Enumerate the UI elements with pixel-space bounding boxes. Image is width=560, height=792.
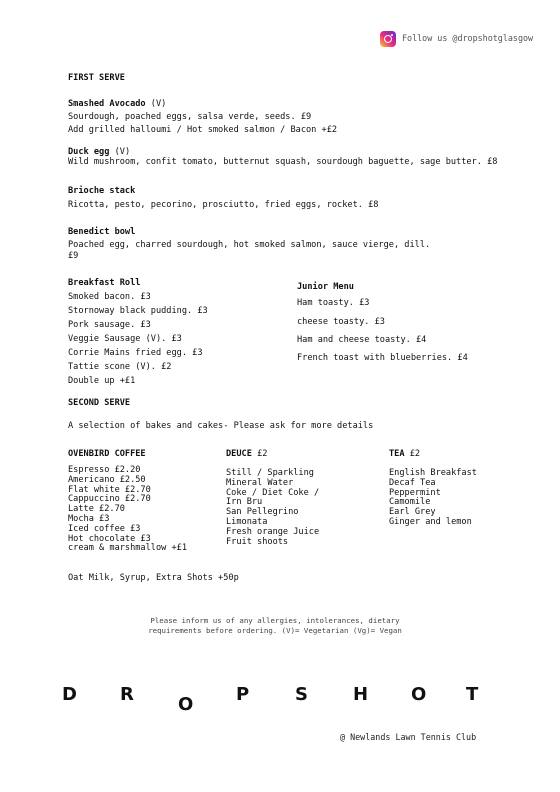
section-name: TEA bbox=[389, 449, 405, 459]
junior-menu-title: Junior Menu bbox=[297, 282, 354, 292]
coffee-heading: OVENBIRD COFFEE bbox=[68, 449, 146, 459]
second-serve-subtitle: A selection of bakes and cakes- Please ask for more details bbox=[68, 421, 374, 431]
logo-letter: O bbox=[411, 684, 427, 705]
breakfast-roll-title: Breakfast Roll bbox=[68, 278, 141, 288]
dish-name: Duck egg bbox=[68, 147, 110, 157]
logo-letter: T bbox=[466, 684, 479, 705]
logo-letter: D bbox=[62, 684, 77, 705]
second-serve-heading: SECOND SERVE bbox=[68, 398, 131, 408]
list-item: Latte £2.70 bbox=[68, 504, 125, 515]
dish-description: Poached egg, charred sourdough, hot smoked salmon, sauce vierge, dill. bbox=[68, 240, 431, 250]
list-item: Pork sausage. £3 bbox=[68, 320, 151, 330]
dish-addon: Add grilled halloumi / Hot smoked salmon / Bacon +£2 bbox=[68, 125, 338, 135]
list-item: English Breakfast bbox=[389, 468, 477, 478]
list-item: Smoked bacon. £3 bbox=[68, 292, 151, 302]
allergy-line: requirements before ordering. (V)= Vegetarian (Vg)= Vegan bbox=[148, 626, 402, 635]
dish-description: Wild mushroom, confit tomato, butternut squash, sourdough baguette, sage butter. £8 bbox=[68, 157, 498, 167]
list-item: Peppermint bbox=[389, 487, 441, 498]
dish-price: £9 bbox=[68, 251, 79, 261]
logo-letter: H bbox=[353, 684, 369, 705]
list-item: Iced coffee £3 bbox=[68, 523, 141, 534]
list-item: Coke / Diet Coke / bbox=[226, 487, 320, 498]
dish-description: Ricotta, pesto, pecorino, prosciutto, fried eggs, rocket. £8 bbox=[68, 200, 379, 210]
deuce-heading bbox=[226, 448, 267, 460]
list-item: Fresh orange Juice bbox=[226, 526, 320, 537]
logo-letter: O bbox=[178, 694, 194, 715]
instagram-icon[interactable] bbox=[380, 31, 396, 47]
list-item: Ham and cheese toasty. £4 bbox=[297, 335, 427, 345]
brioche-stack-title: Brioche stack bbox=[68, 186, 136, 196]
list-item: Flat white £2.70 bbox=[68, 484, 151, 495]
list-item: Earl Grey bbox=[389, 507, 436, 518]
dish-tag: (V) bbox=[150, 99, 167, 109]
list-item: Hot chocolate £3 bbox=[68, 533, 151, 544]
list-item: Veggie Sausage (V). £3 bbox=[68, 334, 182, 344]
logo-letter: R bbox=[120, 684, 134, 705]
club-line: @ Newlands Lawn Tennis Club bbox=[340, 732, 477, 742]
list-item: San Pellegrino bbox=[226, 507, 299, 518]
allergy-notice bbox=[130, 616, 420, 636]
list-item: Decaf Tea bbox=[389, 477, 436, 488]
logo-letter: P bbox=[236, 684, 250, 705]
logo-letter: S bbox=[295, 684, 308, 705]
list-item: Espresso £2.20 bbox=[68, 465, 141, 475]
tea-list bbox=[389, 469, 477, 528]
dish-tag: (V) bbox=[114, 147, 131, 157]
list-item: Limonata bbox=[226, 516, 268, 527]
first-serve-heading: FIRST SERVE bbox=[68, 73, 125, 83]
deuce-list bbox=[226, 469, 319, 547]
list-item: Cappuccino £2.70 bbox=[68, 494, 151, 505]
list-item: Ginger and lemon bbox=[389, 516, 472, 527]
list-item: Camomile bbox=[389, 497, 431, 508]
list-item: Fruit shoots bbox=[226, 536, 289, 547]
section-name: DEUCE bbox=[226, 449, 252, 459]
list-item: Double up +£1 bbox=[68, 376, 136, 386]
list-item: Ham toasty. £3 bbox=[297, 298, 370, 308]
list-item: Corrie Mains fried egg. £3 bbox=[68, 348, 203, 358]
list-item: cream & marshmallow +£1 bbox=[68, 543, 187, 554]
benedict-bowl-title: Benedict bowl bbox=[68, 227, 136, 237]
smashed-avocado-title bbox=[68, 98, 166, 110]
list-item: Americano £2.50 bbox=[68, 474, 146, 485]
allergy-line: Please inform us of any allergies, intolerances, dietary bbox=[150, 616, 400, 625]
list-item: Mineral Water bbox=[226, 477, 294, 488]
dish-name: Smashed Avocado bbox=[68, 99, 146, 109]
list-item: Mocha £3 bbox=[68, 513, 110, 524]
coffee-list bbox=[68, 466, 187, 554]
list-item: Stornoway black pudding. £3 bbox=[68, 306, 208, 316]
list-item: French toast with blueberries. £4 bbox=[297, 353, 468, 363]
follow-link[interactable]: Follow us @dropshotglasgow bbox=[402, 33, 534, 43]
section-price: £2 bbox=[409, 449, 421, 459]
list-item: Irn Bru bbox=[226, 497, 263, 508]
list-item: Tattie scone (V). £2 bbox=[68, 362, 172, 372]
list-item: cheese toasty. £3 bbox=[297, 317, 385, 327]
dish-description: Sourdough, poached eggs, salsa verde, seeds. £9 bbox=[68, 112, 312, 122]
tea-heading bbox=[389, 448, 420, 460]
extras-line: Oat Milk, Syrup, Extra Shots +50p bbox=[68, 573, 239, 583]
section-price: £2 bbox=[257, 449, 268, 459]
list-item: Still / Sparkling bbox=[226, 468, 314, 478]
